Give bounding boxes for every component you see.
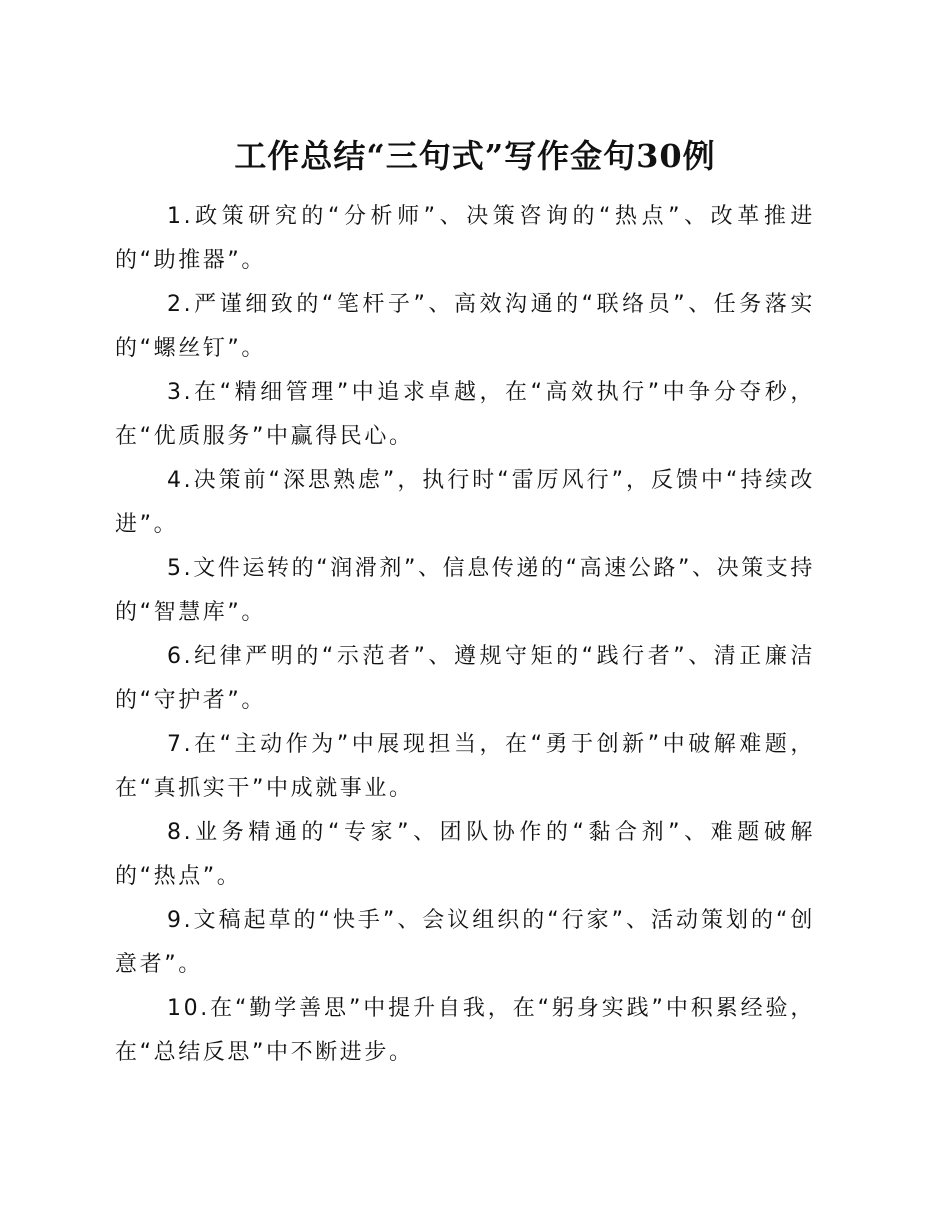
document-title: 工作总结“三句式”写作金句30例 <box>234 137 716 175</box>
paragraph-5: 5.文件运转的“润滑剂”、信息传递的“高速公路”、决策支持的“智慧库”。 <box>115 556 815 625</box>
paragraph-9: 9.文稿起草的“快手”、会议组织的“行家”、活动策划的“创意者”。 <box>115 908 815 977</box>
paragraph-1: 1.政策研究的“分析师”、决策咨询的“热点”、改革推进的“助推器”。 <box>115 204 815 273</box>
paragraph-3: 3.在“精细管理”中追求卓越，在“高效执行”中争分夺秒，在“优质服务”中赢得民心。 <box>115 380 815 449</box>
paragraph-2: 2.严谨细致的“笔杆子”、高效沟通的“联络员”、任务落实的“螺丝钉”。 <box>115 292 815 361</box>
document-body <box>115 195 815 1075</box>
paragraph-6: 6.纪律严明的“示范者”、遵规守矩的“践行者”、清正廉洁的“守护者”。 <box>115 644 815 713</box>
paragraph-7: 7.在“主动作为”中展现担当，在“勇于创新”中破解难题，在“真抓实干”中成就事业。 <box>115 732 815 801</box>
paragraph-8: 8.业务精通的“专家”、团队协作的“黏合剂”、难题破解的“热点”。 <box>115 820 815 889</box>
paragraph-4: 4.决策前“深思熟虑”，执行时“雷厉风行”，反馈中“持续改进”。 <box>115 468 815 537</box>
paragraph-10: 10.在“勤学善思”中提升自我，在“躬身实践”中积累经验，在“总结反思”中不断进步。 <box>115 996 815 1065</box>
